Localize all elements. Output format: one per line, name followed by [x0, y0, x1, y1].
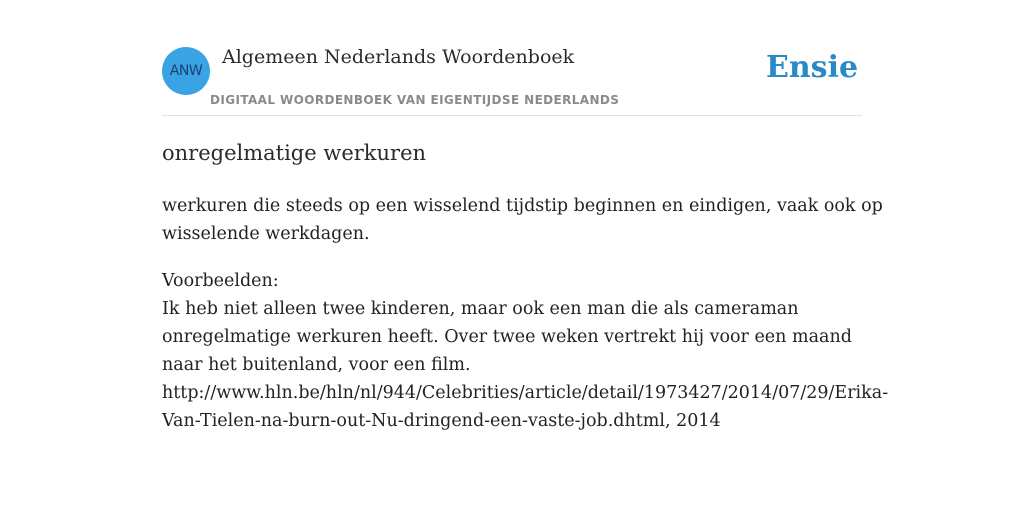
site-title[interactable]: Algemeen Nederlands Woordenboek: [222, 46, 575, 68]
example-line: naar het buitenland, voor een film.: [162, 355, 471, 375]
entry-definition: [162, 192, 883, 248]
header-divider: [162, 115, 862, 116]
entry-headword: onregelmatige werkuren: [162, 141, 427, 165]
definition-line: wisselende werkdagen.: [162, 224, 370, 244]
definition-line: werkuren die steeds op een wisselend tijdstip beginnen en eindigen, vaak ook op: [162, 196, 883, 216]
ensie-brand-logo[interactable]: Ensie: [766, 50, 859, 85]
example-source-line: Van-Tielen-na-burn-out-Nu-dringend-een-vaste-job.dhtml, 2014: [162, 411, 721, 431]
entry-examples: [162, 267, 889, 435]
example-line: Ik heb niet alleen twee kinderen, maar ook een man die als cameraman: [162, 299, 799, 319]
example-source-line: http://www.hln.be/hln/nl/944/Celebrities/article/detail/1973427/2014/07/29/Erika-: [162, 383, 889, 403]
anw-logo[interactable]: [162, 47, 210, 95]
examples-label: Voorbeelden:: [162, 271, 279, 291]
anw-logo-text: ANW: [169, 63, 203, 79]
example-line: onregelmatige werkuren heeft. Over twee weken vertrekt hij voor een maand: [162, 327, 852, 347]
site-subtitle: DIGITAAL WOORDENBOEK VAN EIGENTIJDSE NEDERLANDS: [210, 93, 620, 107]
